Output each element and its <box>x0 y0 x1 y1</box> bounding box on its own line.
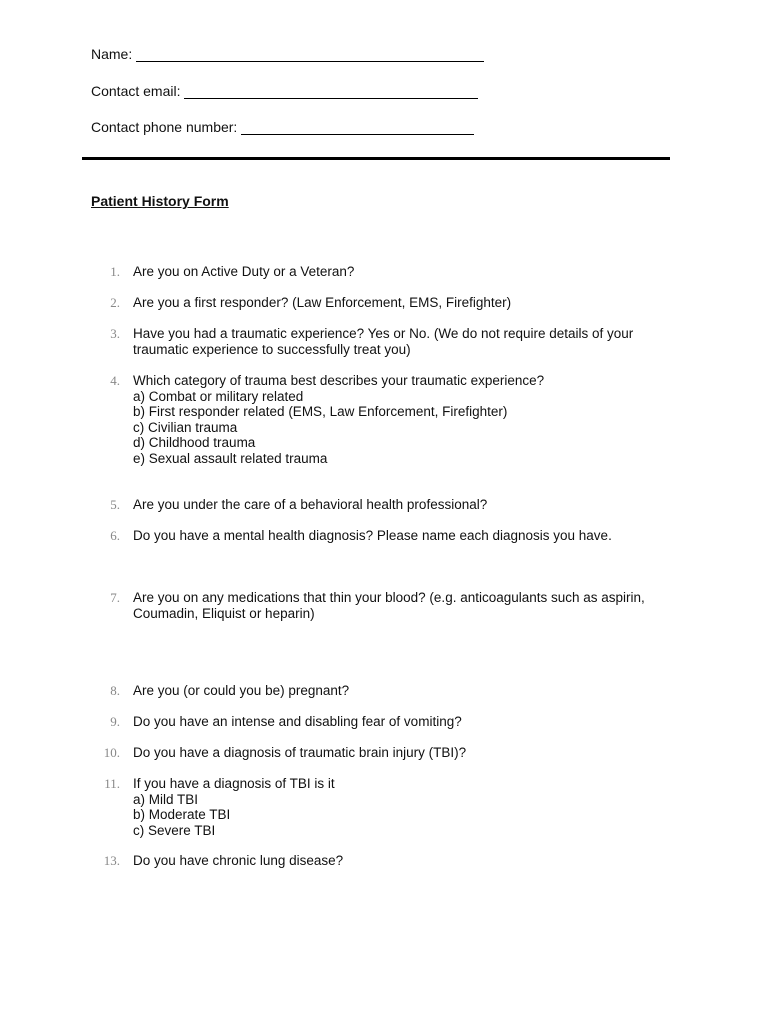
answer-option-b: b) Moderate TBI <box>133 807 231 822</box>
answer-option-d: d) Childhood trauma <box>133 435 256 450</box>
answer-option-a: a) Combat or military related <box>133 388 304 404</box>
question-number: 4. <box>110 373 120 388</box>
question-text: Are you (or could you be) pregnant? <box>133 683 350 698</box>
answer-option-b: b) First responder related (EMS, Law Enforcement, Firefighter) <box>133 404 508 419</box>
question-number: 10. <box>103 745 120 760</box>
contact-phone-label: Contact phone number: <box>91 119 238 135</box>
contact-email-field <box>91 83 478 99</box>
question-text: Are you under the care of a behavioral health professional? <box>133 497 488 512</box>
question-number: 13. <box>103 853 120 868</box>
answer-option-c: c) Civilian trauma <box>133 419 238 435</box>
question-text: Do you have a diagnosis of traumatic brain injury (TBI)? <box>133 745 467 760</box>
contact-phone-blank-line[interactable] <box>241 120 474 135</box>
question-number: 6. <box>110 528 120 543</box>
contact-email-blank-line[interactable] <box>184 84 478 99</box>
question-text: If you have a diagnosis of TBI is it <box>133 776 335 791</box>
header-divider <box>82 157 670 160</box>
name-label: Name: <box>91 46 133 62</box>
question-number: 1. <box>110 264 120 279</box>
question-number: 11. <box>104 776 120 791</box>
question-text: Do you have chronic lung disease? <box>133 853 344 868</box>
question-number: 2. <box>110 295 120 310</box>
question-text: traumatic experience to successfully treat you) <box>133 341 411 357</box>
name-blank-line[interactable] <box>136 47 484 62</box>
question-text: Have you had a traumatic experience? Yes or No. (We do not require details of your <box>133 326 634 341</box>
question-text: Are you on Active Duty or a Veteran? <box>133 264 355 279</box>
question-text: Are you on any medications that thin your blood? (e.g. anticoagulants such as aspirin, <box>133 590 645 605</box>
question-text: Which category of trauma best describes your traumatic experience? <box>133 373 545 388</box>
question-number: 8. <box>110 683 120 698</box>
answer-option-a: a) Mild TBI <box>133 791 199 807</box>
question-number: 5. <box>110 497 120 512</box>
question-number: 3. <box>110 326 120 341</box>
form-title: Patient History Form <box>91 193 229 209</box>
question-text: Do you have an intense and disabling fear of vomiting? <box>133 714 462 729</box>
question-text: Coumadin, Eliquist or heparin) <box>133 605 315 621</box>
question-number: 7. <box>110 590 120 605</box>
answer-option-e: e) Sexual assault related trauma <box>133 450 328 466</box>
contact-email-label: Contact email: <box>91 83 181 99</box>
name-field <box>91 46 484 62</box>
question-text: Do you have a mental health diagnosis? Please name each diagnosis you have. <box>133 528 612 543</box>
question-text: Are you a first responder? (Law Enforcement, EMS, Firefighter) <box>133 295 512 310</box>
contact-phone-field <box>91 119 474 135</box>
question-number: 9. <box>110 714 120 729</box>
answer-option-c: c) Severe TBI <box>133 822 216 838</box>
